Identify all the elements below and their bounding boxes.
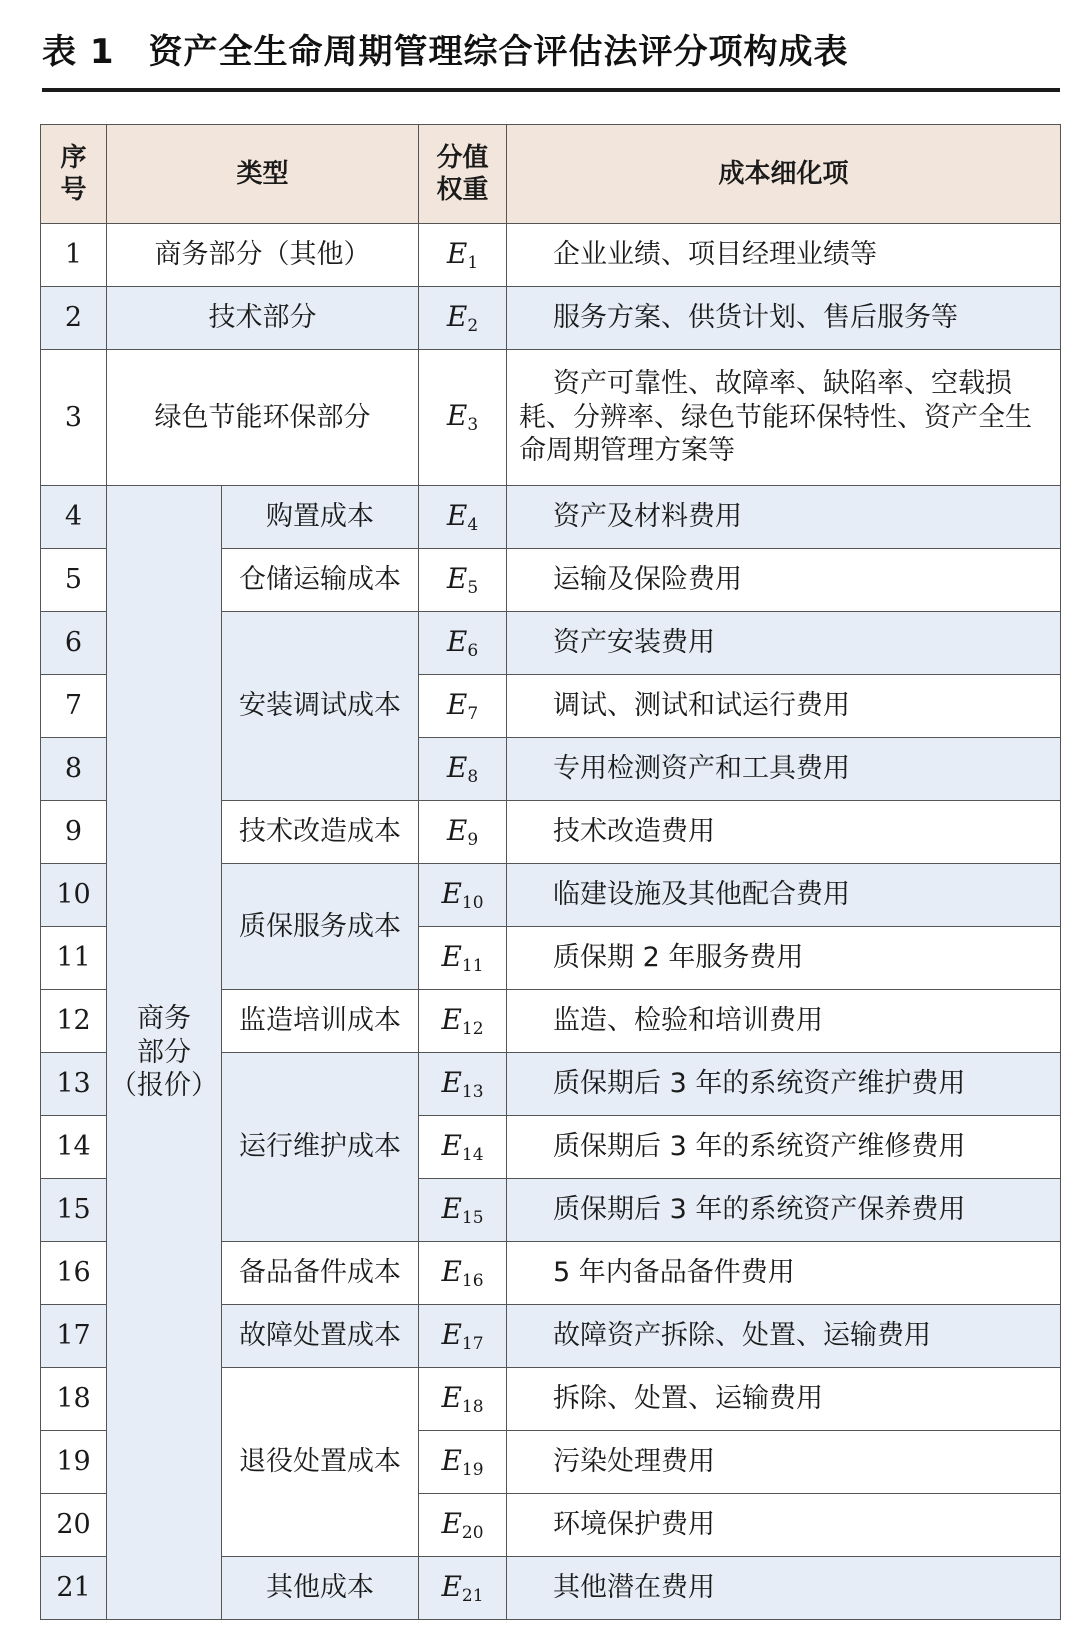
seq-cell: 6 <box>41 612 107 675</box>
weight-cell: $E_{13}$ <box>419 1053 507 1116</box>
seq-cell: 16 <box>41 1242 107 1305</box>
weight-cell: $E_8$ <box>419 738 507 801</box>
table-row <box>41 486 1061 549</box>
detail-cell: 5 年内备品备件费用 <box>507 1242 1061 1305</box>
weight-cell: $E_3$ <box>419 350 507 486</box>
weight-cell: $E_{21}$ <box>419 1557 507 1620</box>
subtype-cell: 质保服务成本 <box>222 864 419 990</box>
seq-cell: 15 <box>41 1179 107 1242</box>
subtype-cell: 监造培训成本 <box>222 990 419 1053</box>
seq-cell: 4 <box>41 486 107 549</box>
detail-cell: 质保期 2 年服务费用 <box>507 927 1061 990</box>
detail-cell: 质保期后 3 年的系统资产维修费用 <box>507 1116 1061 1179</box>
seq-cell: 20 <box>41 1494 107 1557</box>
weight-cell: $E_{11}$ <box>419 927 507 990</box>
header-seq: 序号 <box>41 125 107 224</box>
seq-cell: 9 <box>41 801 107 864</box>
seq-cell: 21 <box>41 1557 107 1620</box>
weight-cell: $E_{20}$ <box>419 1494 507 1557</box>
detail-cell: 调试、测试和试运行费用 <box>507 675 1061 738</box>
detail-cell: 运输及保险费用 <box>507 549 1061 612</box>
detail-cell: 服务方案、供货计划、售后服务等 <box>507 287 1061 350</box>
weight-cell: $E_1$ <box>419 224 507 287</box>
header-weight: 分值权重 <box>419 125 507 224</box>
seq-cell: 12 <box>41 990 107 1053</box>
business-group-cell: 商务 部分 （报价） <box>107 486 222 1620</box>
subtype-cell: 仓储运输成本 <box>222 549 419 612</box>
header-row <box>41 125 1061 224</box>
weight-cell: $E_{12}$ <box>419 990 507 1053</box>
subtype-cell: 其他成本 <box>222 1557 419 1620</box>
seq-cell: 11 <box>41 927 107 990</box>
weight-cell: $E_{10}$ <box>419 864 507 927</box>
detail-cell: 环境保护费用 <box>507 1494 1061 1557</box>
cost-table <box>40 124 1061 1620</box>
seq-cell: 1 <box>41 224 107 287</box>
detail-cell: 拆除、处置、运输费用 <box>507 1368 1061 1431</box>
detail-cell: 资产可靠性、故障率、缺陷率、空载损耗、分辨率、绿色节能环保特性、资产全生命周期管理方案等 <box>507 350 1061 486</box>
weight-cell: $E_4$ <box>419 486 507 549</box>
subtype-cell: 技术改造成本 <box>222 801 419 864</box>
weight-cell: $E_{19}$ <box>419 1431 507 1494</box>
detail-cell: 质保期后 3 年的系统资产维护费用 <box>507 1053 1061 1116</box>
detail-cell: 资产及材料费用 <box>507 486 1061 549</box>
subtype-cell: 备品备件成本 <box>222 1242 419 1305</box>
seq-cell: 19 <box>41 1431 107 1494</box>
seq-cell: 14 <box>41 1116 107 1179</box>
header-type: 类型 <box>107 125 419 224</box>
table-row <box>41 350 1061 486</box>
seq-cell: 13 <box>41 1053 107 1116</box>
subtype-cell: 运行维护成本 <box>222 1053 419 1242</box>
table-number: 表 1 <box>42 32 115 72</box>
seq-cell: 8 <box>41 738 107 801</box>
detail-cell: 监造、检验和培训费用 <box>507 990 1061 1053</box>
detail-cell: 污染处理费用 <box>507 1431 1061 1494</box>
weight-cell: $E_9$ <box>419 801 507 864</box>
table-row <box>41 287 1061 350</box>
subtype-cell: 安装调试成本 <box>222 612 419 801</box>
type-cell: 商务部分（其他） <box>107 224 419 287</box>
type-cell: 技术部分 <box>107 287 419 350</box>
detail-cell: 故障资产拆除、处置、运输费用 <box>507 1305 1061 1368</box>
weight-cell: $E_{17}$ <box>419 1305 507 1368</box>
detail-cell: 企业业绩、项目经理业绩等 <box>507 224 1061 287</box>
detail-cell: 临建设施及其他配合费用 <box>507 864 1061 927</box>
weight-cell: $E_{15}$ <box>419 1179 507 1242</box>
caption-rule <box>42 88 1060 92</box>
seq-cell: 10 <box>41 864 107 927</box>
seq-cell: 17 <box>41 1305 107 1368</box>
seq-cell: 5 <box>41 549 107 612</box>
detail-cell: 资产安装费用 <box>507 612 1061 675</box>
detail-cell: 专用检测资产和工具费用 <box>507 738 1061 801</box>
detail-cell: 技术改造费用 <box>507 801 1061 864</box>
detail-cell: 其他潜在费用 <box>507 1557 1061 1620</box>
subtype-cell: 退役处置成本 <box>222 1368 419 1557</box>
header-detail: 成本细化项 <box>507 125 1061 224</box>
weight-cell: $E_6$ <box>419 612 507 675</box>
seq-cell: 2 <box>41 287 107 350</box>
subtype-cell: 购置成本 <box>222 486 419 549</box>
weight-cell: $E_7$ <box>419 675 507 738</box>
type-cell: 绿色节能环保部分 <box>107 350 419 486</box>
seq-cell: 18 <box>41 1368 107 1431</box>
weight-cell: $E_2$ <box>419 287 507 350</box>
weight-cell: $E_5$ <box>419 549 507 612</box>
table-title: 资产全生命周期管理综合评估法评分项构成表 <box>148 32 849 72</box>
subtype-cell: 故障处置成本 <box>222 1305 419 1368</box>
weight-cell: $E_{16}$ <box>419 1242 507 1305</box>
weight-cell: $E_{14}$ <box>419 1116 507 1179</box>
seq-cell: 3 <box>41 350 107 486</box>
table-row <box>41 224 1061 287</box>
table-caption <box>42 24 849 73</box>
seq-cell: 7 <box>41 675 107 738</box>
detail-cell: 质保期后 3 年的系统资产保养费用 <box>507 1179 1061 1242</box>
weight-cell: $E_{18}$ <box>419 1368 507 1431</box>
